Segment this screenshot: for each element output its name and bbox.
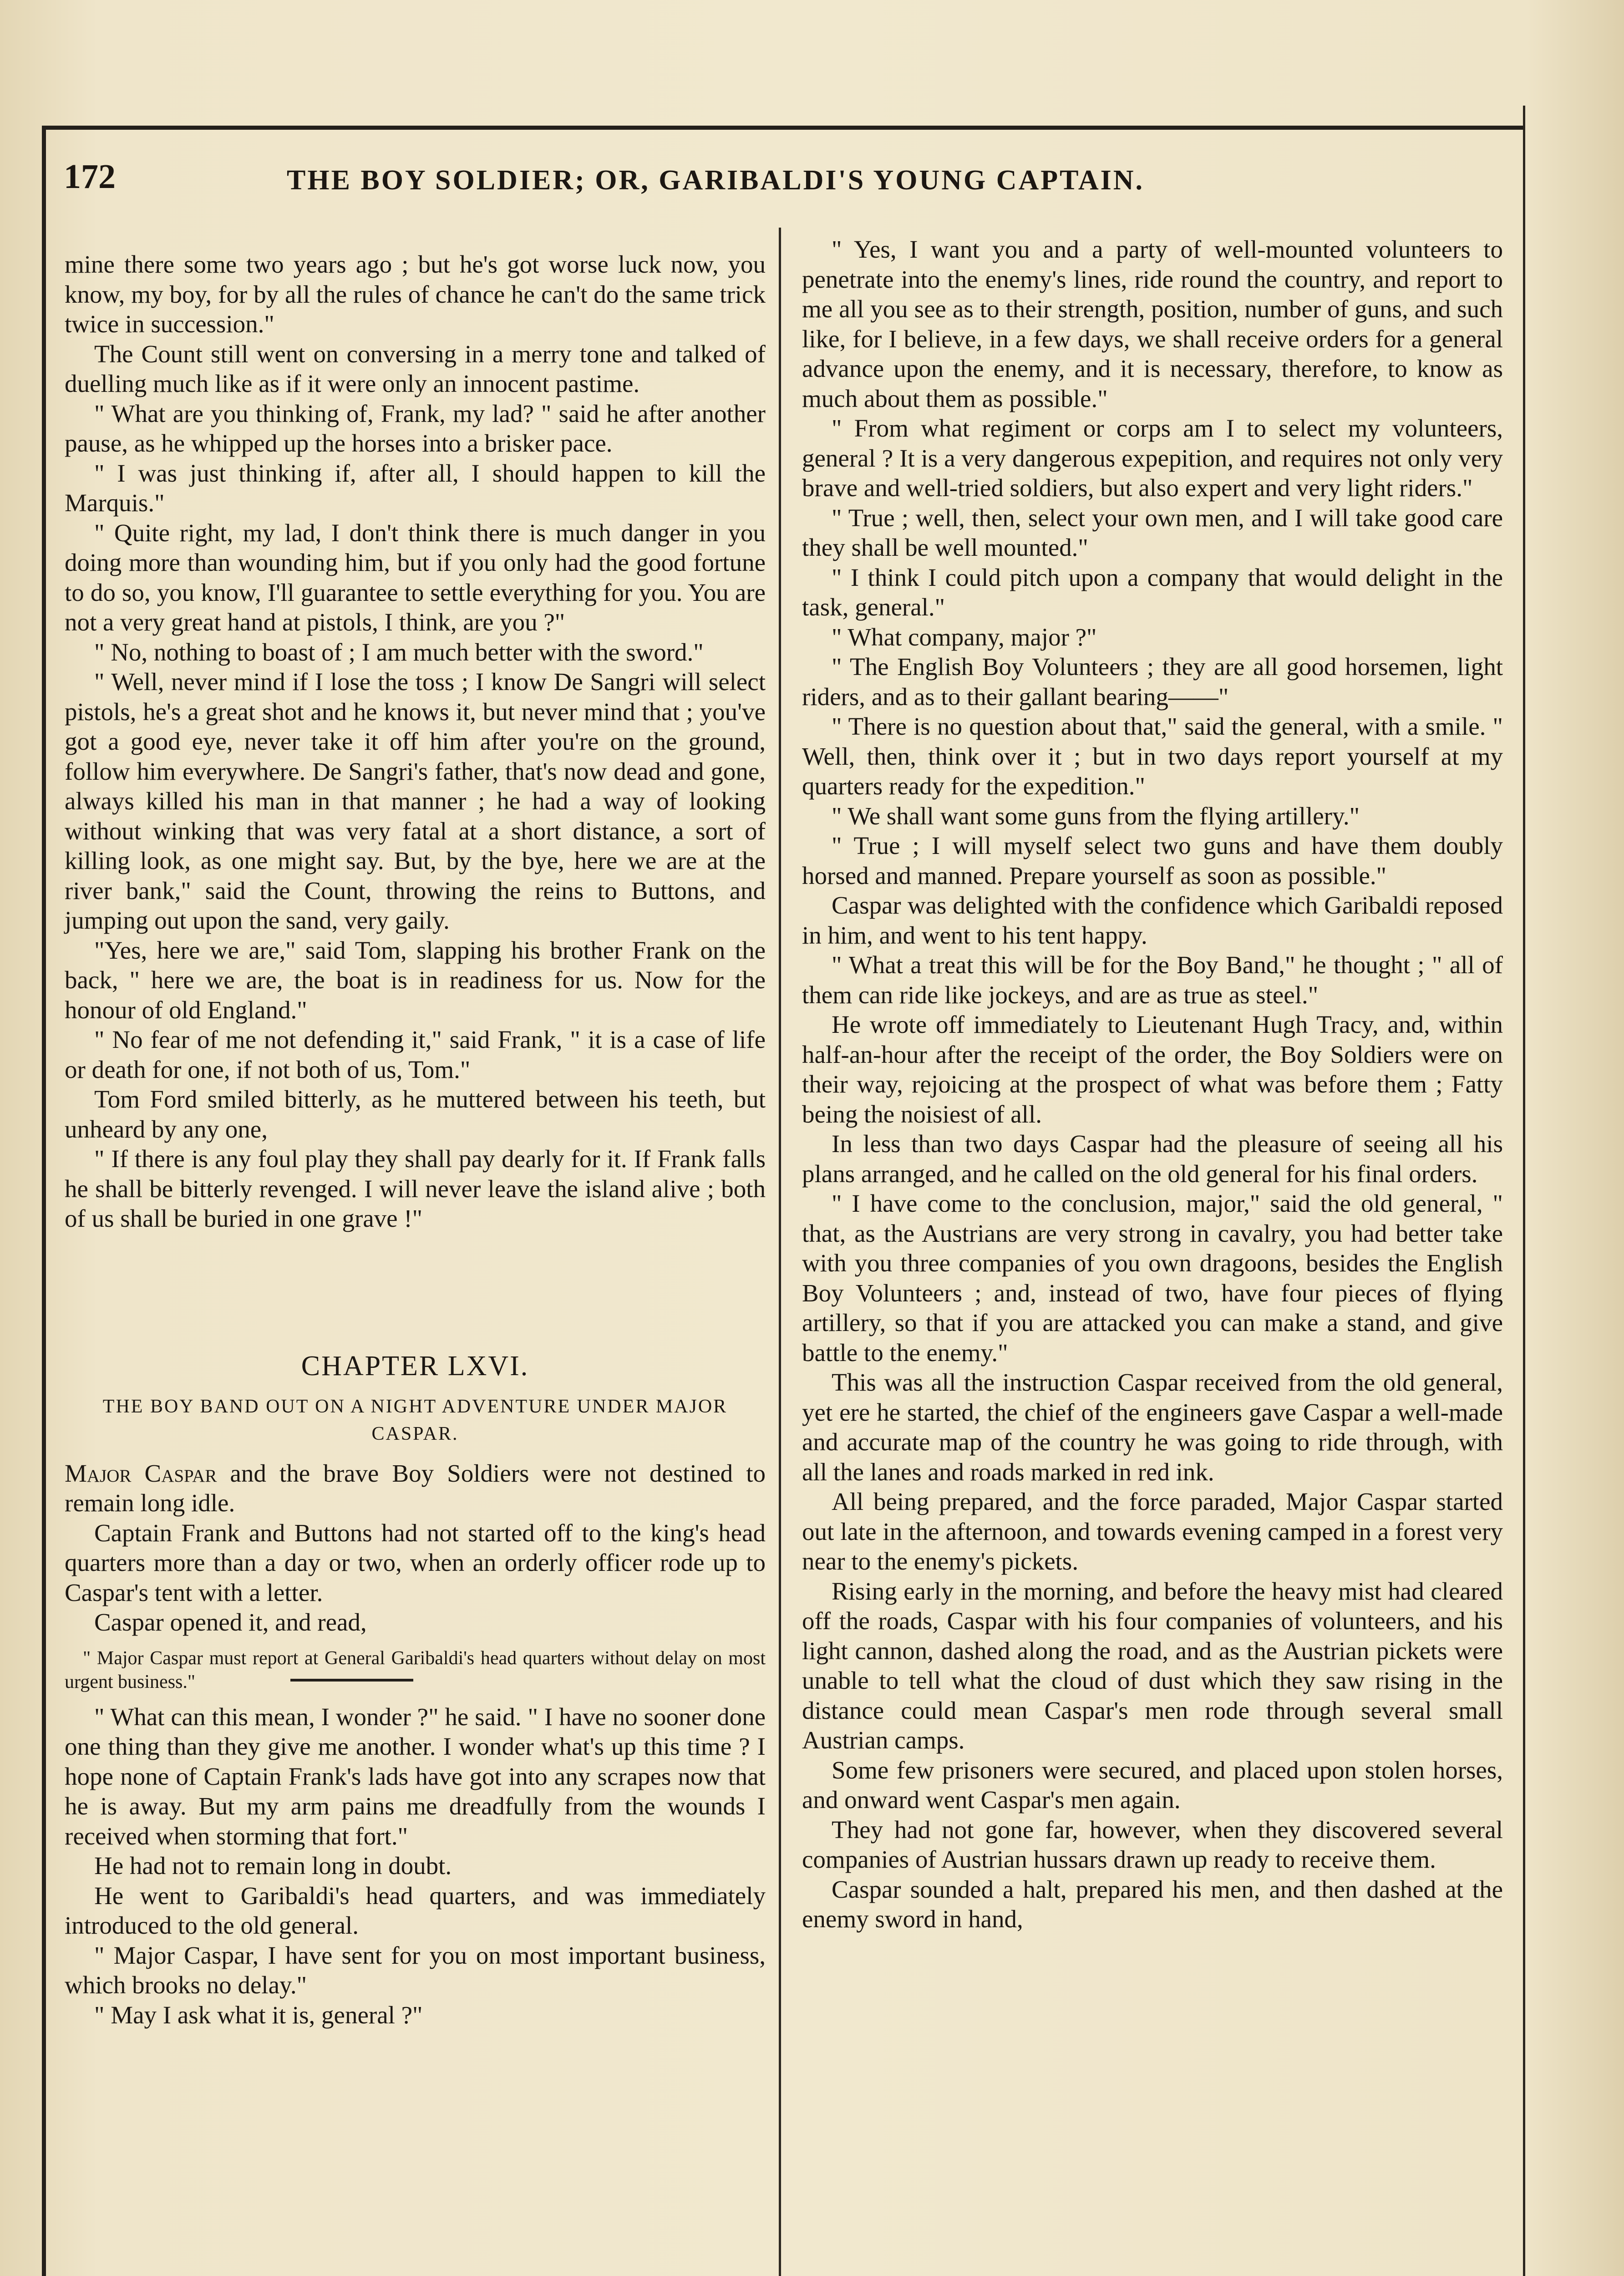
paragraph: " I think I could pitch upon a company that would delight in the task, general." bbox=[802, 563, 1503, 621]
chapter-ornament-rule bbox=[290, 1679, 413, 1682]
paragraph: " If there is any foul play they shall pay dearly for it. If Frank falls he shall be bitterly revenged. I will never leave the island alive ; both of us shall be buried in one grave !" bbox=[65, 1145, 766, 1232]
chapter-paragraphs-continued bbox=[65, 1702, 766, 2030]
chapter-title: CHAPTER LXVI. bbox=[301, 1350, 529, 1382]
paragraph: " What can this mean, I wonder ?" he said. " I have no sooner done one thing than they give me another. I wonder what's up this time ? I hope none of Captain Frank's lads have got into any scrapes now that he is away. But my arm pains me dreadfully from the wounds I received when storming that fort." bbox=[65, 1702, 766, 1850]
paragraph: " What are you thinking of, Frank, my lad? " said he after another pause, as he whipped up the horses into a brisker pace. bbox=[65, 399, 766, 457]
paragraph: " I have come to the conclusion, major," said the old general, " that, as the Austrians are very strong in cavalry, you had better take with you three companies of you own dragoons, besides the English Boy Volunteers ; and, instead of two, have four pieces of flying artillery, so that if you are attacked you can make a stand, and give battle to the enemy." bbox=[802, 1189, 1503, 1367]
paragraph: " The English Boy Volunteers ; they are all good horsemen, light riders, and as to their gallant bearing——" bbox=[802, 653, 1503, 711]
paragraph: Captain Frank and Buttons had not started off to the king's head quarters more than a day or two, when an orderly officer rode up to Caspar's tent with a letter. bbox=[65, 1519, 766, 1606]
paragraph: The Count still went on conversing in a merry tone and talked of duelling much like as if it were only an innocent pastime. bbox=[65, 340, 766, 397]
paragraph: In less than two days Caspar had the pleasure of seeing all his plans arranged, and he called on the old general for his final orders. bbox=[802, 1130, 1503, 1188]
paragraph: Rising early in the morning, and before the heavy mist had cleared off the roads, Caspar with his four companies of volunteers, and his light cannon, dashed along the road, and as the Austrian pickets were unable to tell what the cloud of dust which they saw rising in the distance could mean Caspar's men rode through several small Austrian camps. bbox=[802, 1577, 1503, 1754]
paragraph: "Yes, here we are," said Tom, slapping his brother Frank on the back, " here we are, the boat is in readiness for us. Now for the honour of old England." bbox=[65, 936, 766, 1024]
paragraph: He had not to remain long in doubt. bbox=[94, 1852, 452, 1880]
chapter-paragraphs bbox=[65, 1518, 766, 1637]
paragraph: Caspar was delighted with the confidence which Garibaldi reposed in him, and went to his tent happy. bbox=[802, 891, 1503, 949]
top-border-rule bbox=[42, 126, 1525, 130]
paragraph: " From what regiment or corps am I to select my volunteers, general ? It is a very dangerous expepition, and requires not only very brave and well-tried soldiers, but also expert and very light riders." bbox=[802, 414, 1503, 502]
paragraph: " What company, major ?" bbox=[832, 623, 1097, 651]
paragraph: " No fear of me not defending it," said Frank, " it is a case of life or death for one, if not both of us, Tom." bbox=[65, 1026, 766, 1083]
quoted-letter-note: " Major Caspar must report at General Garibaldi's head quarters without delay on most urgent business." bbox=[65, 1647, 766, 1692]
paragraph: " Major Caspar, I have sent for you on most important business, which brooks no delay." bbox=[65, 1941, 766, 1999]
paragraph: mine there some two years ago ; but he's got worse luck now, you know, my boy, for by all the rules of chance he can't do the same trick twice in succession." bbox=[65, 250, 766, 338]
chapter-first-paragraph-text: and the brave Boy Soldiers were not destined to remain long idle. bbox=[65, 1459, 766, 1517]
paragraph: They had not gone far, however, when they discovered several companies of Austrian hussars drawn up ready to receive them. bbox=[802, 1815, 1503, 1873]
paragraph: " Well, never mind if I lose the toss ; I know De Sangri will select pistols, he's a great shot and he knows it, but never mind that ; you've got a good eye, never take it off him after you're on the ground, follow him everywhere. De Sangri's father, that's now dead and gone, always killed his man in that manner ; he had a way of looking without winking that was very fatal at a short distance, a sort of killing look, as one might say. But, by the bye, here we are at the river bank," said the Count, throwing the reins to Buttons, and jumping out upon the sand, very gaily. bbox=[65, 668, 766, 934]
paragraph: Tom Ford smiled bitterly, as he muttered between his teeth, but unheard by any one, bbox=[65, 1085, 766, 1143]
paragraph: This was all the instruction Caspar received from the old general, yet ere he started, the chief of the engineers gave Caspar a well-made and accurate map of the country he was going to ride through, with all the lanes and roads marked in red ink. bbox=[802, 1368, 1503, 1486]
right-column bbox=[802, 234, 1503, 2276]
paragraph: He went to Garibaldi's head quarters, and was immediately introduced to the old general. bbox=[65, 1881, 766, 1939]
paragraph: Caspar opened it, and read, bbox=[94, 1608, 367, 1636]
chapter-subtitle: THE BOY BAND OUT ON A NIGHT ADVENTURE UNDER MAJOR CASPAR. bbox=[102, 1396, 728, 1444]
left-column-paragraphs bbox=[65, 249, 766, 1234]
right-column-paragraphs bbox=[802, 234, 1503, 1934]
column-divider bbox=[779, 228, 781, 2276]
page-number: 172 bbox=[64, 157, 116, 196]
paragraph: He wrote off immediately to Lieutenant Hugh Tracy, and, within half-an-hour after the receipt of the order, the Boy Soldiers were on their way, rejoicing at the prospect of what was before them ; Fatty being the noisiest of all. bbox=[802, 1011, 1503, 1128]
chapter-lead-caps: Major Caspar bbox=[65, 1459, 217, 1487]
paragraph: " True ; well, then, select your own men, and I will take good care they shall be well mounted." bbox=[802, 503, 1503, 561]
left-column bbox=[65, 249, 766, 2276]
paragraph: " We shall want some guns from the flying artillery." bbox=[832, 802, 1360, 830]
left-border-rule bbox=[42, 126, 46, 2276]
paragraph: " There is no question about that," said the general, with a smile. " Well, then, think over it ; but in two days report yourself at my quarters ready for the expedition." bbox=[802, 712, 1503, 800]
paragraph: " May I ask what it is, general ?" bbox=[94, 2001, 423, 2029]
chapter-first-paragraph bbox=[65, 1458, 766, 1518]
paragraph: Caspar sounded a halt, prepared his men, and then dashed at the enemy sword in hand, bbox=[802, 1875, 1503, 1933]
paragraph: " Yes, I want you and a party of well-mounted volunteers to penetrate into the enemy's lines, ride round the country, and report to me all you see as to their strength, position, number of guns, and such like, for I believe, in a few days, we shall receive orders for a general advance upon the enemy, and it is necessary, therefore, to know as much about them as possible." bbox=[802, 235, 1503, 412]
paragraph: " What a treat this will be for the Boy Band," he thought ; " all of them can ride like jockeys, and are as true as steel." bbox=[802, 951, 1503, 1009]
paragraph: " I was just thinking if, after all, I should happen to kill the Marquis." bbox=[65, 459, 766, 517]
paragraph: All being prepared, and the force paraded, Major Caspar started out late in the afternoon, and towards evening camped in a forest very near to the enemy's pickets. bbox=[802, 1488, 1503, 1575]
paragraph: " True ; I will myself select two guns and have them doubly horsed and manned. Prepare yourself as soon as possible." bbox=[802, 832, 1503, 889]
paragraph: " Quite right, my lad, I don't think there is much danger in you doing more than wounding him, but if you only had the good fortune to do so, you know, I'll guarantee to settle everything for you. You are not a very great hand at pistols, I think, are you ?" bbox=[65, 518, 766, 636]
paragraph: " No, nothing to boast of ; I am much better with the sword." bbox=[94, 638, 704, 666]
paragraph: Some few prisoners were secured, and placed upon stolen horses, and onward went Caspar's men again. bbox=[802, 1756, 1503, 1814]
right-border-rule bbox=[1523, 106, 1525, 2276]
running-title: THE BOY SOLDIER; OR, GARIBALDI'S YOUNG CAPTAIN. bbox=[287, 165, 1145, 196]
